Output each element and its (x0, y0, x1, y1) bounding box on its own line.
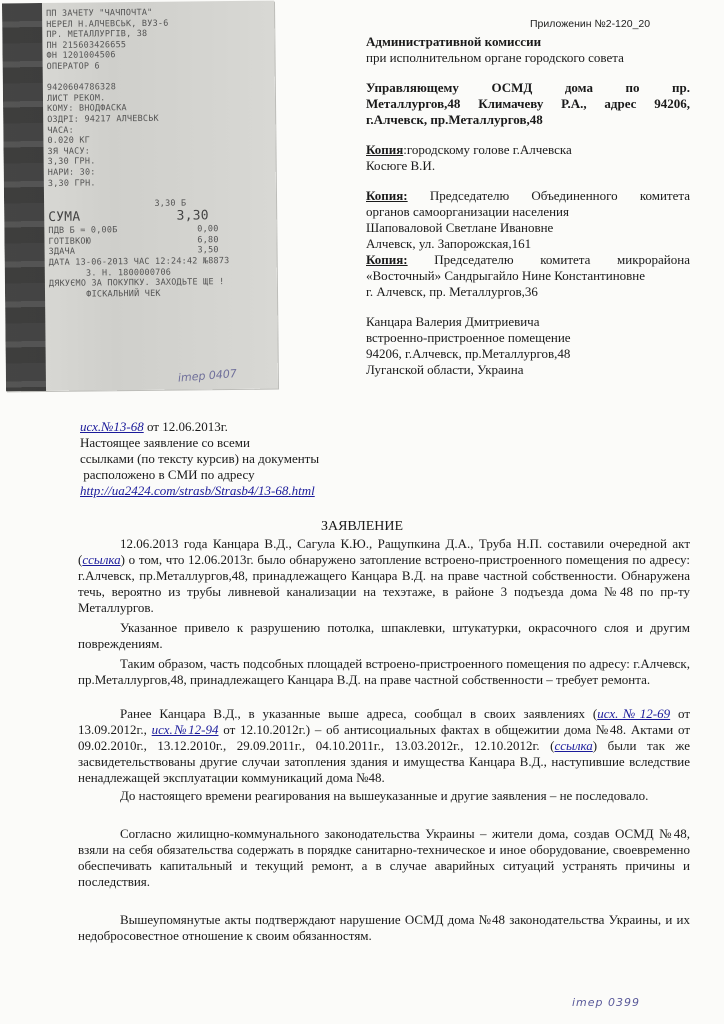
copy-committee-line-2: органов самоорганизации населения (366, 204, 569, 219)
postal-receipt (2, 1, 278, 392)
receipt-line: ПДВ Б = 0,00Б 0,00 (48, 224, 219, 237)
addressee-copy-committee (366, 188, 690, 252)
ref-link-12-69[interactable]: исх.№12-69 (597, 706, 671, 721)
copy-micro-line-1 (366, 252, 690, 268)
receipt-line: 3,30 Б (48, 198, 187, 210)
paragraph-1-text-a: 12.06.2013 года Канцара В.Д., Сагула К.Ю., Ращупкина Д.А., Труба Н.П. составили очередной акт ( (78, 536, 690, 567)
receipt-line: ФІСКАЛЬНИЙ ЧЕК (48, 288, 161, 300)
receipt-line: ЧАСА: (47, 125, 74, 136)
addressee-osmd (366, 80, 690, 128)
paragraph-5: До настоящего времени реагирования на вышеуказанные и другие заявления – не последовало. (120, 788, 649, 803)
sender-block (366, 314, 690, 378)
paragraph-2: Указанное привело к разрушению потолка, шпаклевки, штукатурки, окрасочного слоя и другим повреждениям. (78, 620, 690, 651)
paragraph-4-text-d: ) были так же засвидетельствованы другие случаи затопления здания и имущества Канцара В.Д., наступившие вследствие ненадлежащей эксплуатации коммуникаций дома №48. (78, 738, 690, 785)
addressee-commission (366, 34, 690, 66)
copy-label: Копия: (366, 252, 408, 267)
act-link[interactable]: ссылка (82, 552, 121, 567)
receipt-line: 0.020 КГ (47, 135, 91, 147)
copy-mayor-text: :городскому голове г.Алчевска (403, 142, 572, 157)
receipt-line: ДЯКУЄМО ЗА ПОКУПКУ. ЗАХОДЬТЕ ЩЕ ! (48, 277, 225, 290)
addressee-copy-mayor (366, 142, 690, 174)
receipt-dark-edge (2, 3, 46, 391)
reference-line-3: ссылками (по тексту курсив) на документы (80, 451, 320, 466)
copy-label: Копия (366, 142, 404, 157)
copy-micro-text: Председателю комитета микрорайона (407, 252, 690, 267)
paragraph-3: Таким образом, часть подсобных площадей встроено-пристроенного помещения по адресу: г.Алчевск, пр.Металлургов,48, принадлежащего Канцара В.Д. на праве частной собственности – требует ремонта. (78, 656, 690, 687)
paragraph-4 (78, 706, 690, 786)
addressee-copy-microdistrict (366, 252, 690, 300)
sender-name: Канцара Валерия Дмитриевича (366, 314, 540, 329)
paragraph-4-text-b: от 13.09.2012г., (78, 706, 690, 737)
receipt-line: 3,30 ГРН. (47, 177, 96, 189)
reference-line-2: Настоящее заявление со всеми (80, 435, 250, 450)
copy-micro-line-2: «Восточный» Сандрыгайло Нине Константиновне (366, 268, 646, 283)
osmd-line-3: г.Алчевск, пр.Металлургов,48 (366, 112, 543, 127)
paragraph-4-text-c: от 12.10.2012г.) – об антисоциальных фактах в общежитии дома №48. Актами от 09.02.2010г., 13.12.2010г., 29.09.2011г., 04.10.2011г., 13.03.2012г., 12.10.2012г. ( (78, 722, 690, 753)
receipt-line: 9420604786328 (46, 82, 117, 94)
receipt-lines (46, 7, 271, 301)
reference-line-4: расположено в СМИ по адресу (80, 467, 255, 482)
sender-line-4: Луганской области, Украина (366, 362, 524, 377)
receipt-line: ФН 1201004506 (46, 50, 116, 62)
statement-body (78, 536, 690, 944)
receipt-line: ОПЕРАТОР 6 (46, 61, 100, 72)
receipt-handwritten-stamp: imep 0407 (177, 366, 238, 385)
receipt-sum-value: 3,30 (176, 208, 209, 224)
bottom-handwritten-stamp: imep 0399 (572, 996, 641, 1009)
paragraph-4-text-a: Ранее Канцара В.Д., в указанные выше адреса, сообщал в своих заявлениях ( (120, 706, 598, 721)
receipt-line: ОЗДРІ: 94217 АЛЧЕВСЬК (47, 113, 159, 125)
copy-micro-line-3: г. Алчевск, пр. Металлургов,36 (366, 284, 538, 299)
copy-mayor-line-2: Косюге В.И. (366, 158, 436, 173)
copy-committee-line-1 (366, 188, 690, 204)
addressee-block (366, 34, 690, 378)
receipt-line: КОМУ: ВНОДФАСКА (47, 103, 127, 115)
paragraph-1 (78, 536, 690, 616)
receipt-sum-label: СУМА (48, 209, 81, 226)
reference-url-link[interactable]: http://ua2424.com/strasb/Strasb4/13-68.html (80, 483, 315, 498)
paragraph-6: Согласно жилищно-коммунального законодательства Украины – жители дома, создав ОСМД №48, взяли на себя обязательства содержать в порядке санитарно-техническое и иное оборудование, своевременно обеспечивать капитальный и текущий ремонт, а в случае аварийных ситуаций устранять причины и последствия. (78, 826, 690, 889)
sender-line-2: встроенно-пристроенное помещение (366, 330, 571, 345)
receipt-line: ГОТІВКОЮ 6,80 (48, 235, 219, 247)
receipt-line: ЗДАЧА 3,50 (48, 245, 219, 258)
paragraph-7: Вышеупомянутые акты подтверждают нарушение ОСМД дома №48 законодательства Украины, и их недобросовестное отношение к своим обязанностям. (78, 912, 690, 943)
commission-subtitle: при исполнительном органе городского совета (366, 50, 624, 65)
receipt-line: ПР. МЕТАЛЛУРГІВ, 38 (46, 29, 148, 41)
paragraph-1-text-b: ) о том, что 12.06.2013г. было обнаружено затопление встроено-пристроенного помещения по адресу: г.Алчевск, пр.Металлургов,48, принадлежащего Канцара В.Д. на праве частной собственности. Обнаружена течь, вероятно из трубы ливневой канализации на техэтаже, в районе 3 подъезда дома №48 по пр-ту Металлургов. (78, 552, 690, 615)
ref-link-12-94[interactable]: исх.№12-94 (151, 722, 219, 737)
acts-link[interactable]: ссылка (554, 738, 593, 753)
receipt-line: ЛИСТ РЕКОМ. (46, 93, 106, 104)
commission-title: Административной комиссии (366, 34, 542, 49)
reference-url-line (80, 483, 380, 499)
sender-line-3: 94206, г.Алчевск, пр.Металлургов,48 (366, 346, 571, 361)
receipt-line: НАРИ: 30: (47, 167, 96, 178)
receipt-line: 3Я ЧАСУ: (47, 146, 91, 157)
receipt-line: НЕРЕЛ Н.АЛЧЕВСЬК, ВУЗ-6 (46, 18, 169, 30)
copy-label: Копия: (366, 188, 408, 203)
receipt-line: 3,30 ГРН. (47, 156, 96, 168)
copy-mayor-line-1 (366, 142, 690, 158)
outgoing-number-link[interactable]: исх.№13-68 (80, 419, 144, 434)
osmd-line-2: Металлургов,48 Климачеву Р.А., адрес 94206, (366, 96, 690, 111)
receipt-line: ПП ЗАЧЕТУ "ЧАЧПОЧТА" (46, 7, 153, 19)
receipt-line: ПН 215603426655 (46, 39, 127, 51)
outgoing-date: от 12.06.2013г. (143, 419, 228, 434)
copy-committee-text: Председателю Объединенного комитета (407, 188, 690, 203)
receipt-line: З. Н. 1800000706 (48, 267, 172, 279)
copy-committee-line-3: Шаповаловой Светлане Ивановне (366, 220, 554, 235)
osmd-line-1: Управляющему ОСМД дома по пр. (366, 80, 690, 95)
copy-committee-line-4: Алчевск, ул. Запорожская,161 (366, 236, 532, 251)
receipt-line: ДАТА 13-06-2013 ЧАС 12:24:42 №8873 (48, 256, 230, 269)
outgoing-reference (80, 419, 380, 499)
outgoing-number (80, 419, 380, 435)
attachment-reference: Приложенин №2-120_20 (530, 18, 651, 30)
document-title: ЗАЯВЛЕНИЕ (320, 519, 404, 534)
